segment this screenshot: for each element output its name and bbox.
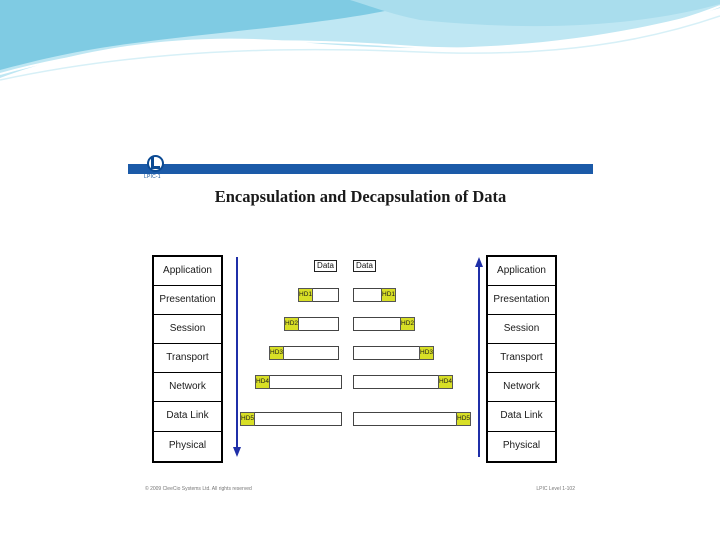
decap-header-4: HD4 [438,375,453,389]
up-arrow-icon [474,257,484,457]
logo-caption: LPIC-1 [144,174,161,180]
copyright-footer: © 2009 CleeCio Systems Ltd. All rights reserved [145,486,252,492]
decap-header-1: HD1 [381,288,396,302]
left-layer-physical: Physical [168,439,207,451]
decorative-wave [0,0,720,90]
left-layer-application: Application [154,257,221,286]
left-layer-session: Session [154,315,221,344]
decap-header-2: HD2 [400,317,415,331]
decap-header-3: HD3 [419,346,434,360]
encap-pdu-1 [298,288,339,302]
left-layer-data-link: Data Link [154,402,221,431]
slide-header-bar [128,164,593,174]
right-osi-stack [486,255,557,463]
slide-image [128,152,593,500]
encap-pdu-5 [240,412,342,426]
left-layer-transport: Transport [154,344,221,373]
right-layer-application: Application [488,257,555,286]
encap-header-3: HD3 [269,346,284,360]
left-layer-network: Network [154,373,221,402]
encap-header-1: HD1 [298,288,313,302]
decap-pdu-1 [353,288,396,302]
logo-letter-icon [151,157,160,169]
encap-pdu-3 [269,346,339,360]
left-layer-presentation: Presentation [154,286,221,315]
left-osi-stack [152,255,223,463]
right-layer-network: Network [488,373,555,402]
course-footer: LPIC Level 1-102 [536,486,575,492]
encap-header-5: HD5 [240,412,255,426]
encap-pdu-4 [255,375,342,389]
encap-data-box: Data [314,260,337,272]
right-layer-transport: Transport [488,344,555,373]
right-layer-physical: Physical [502,439,541,451]
decap-pdu-4 [353,375,453,389]
encap-pdu-2 [284,317,339,331]
decap-data-box: Data [353,260,376,272]
decap-pdu-5 [353,412,471,426]
decap-pdu-3 [353,346,434,360]
decap-pdu-2 [353,317,415,331]
slide-title: Encapsulation and Decapsulation of Data [214,187,507,206]
encap-header-4: HD4 [255,375,270,389]
right-layer-session: Session [488,315,555,344]
right-layer-presentation: Presentation [488,286,555,315]
lpic-logo [142,155,170,185]
decap-header-5: HD5 [456,412,471,426]
encap-header-2: HD2 [284,317,299,331]
down-arrow-icon [232,257,242,457]
right-layer-data-link: Data Link [488,402,555,431]
